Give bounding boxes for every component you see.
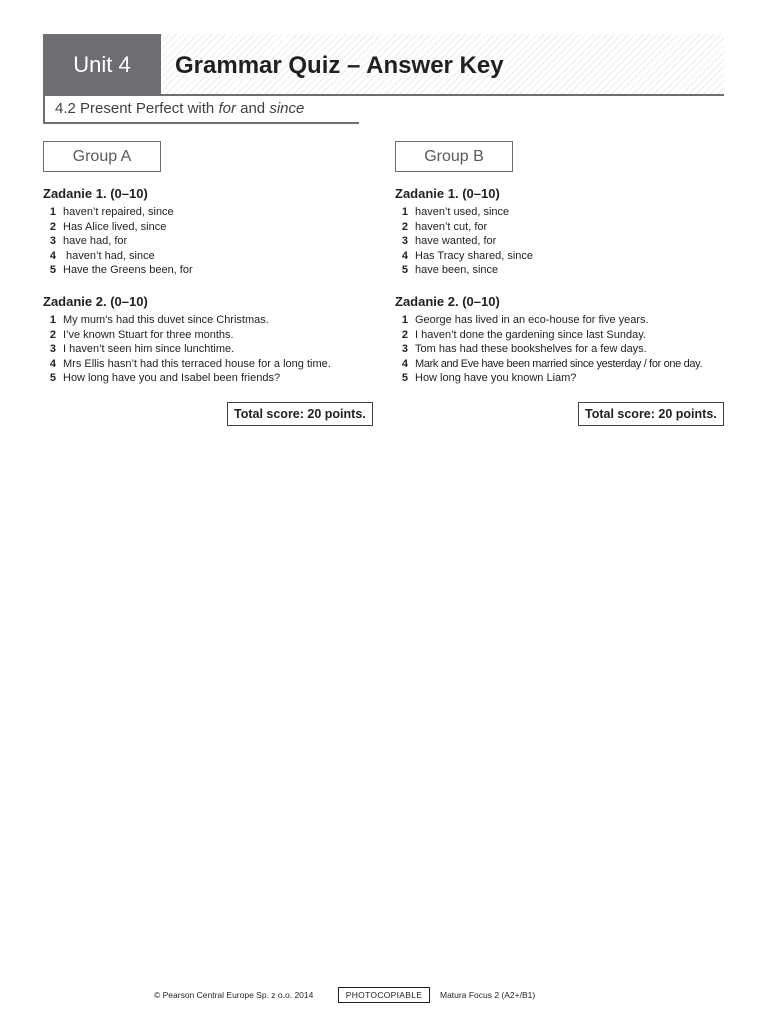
item-text: My mum’s had this duvet since Christmas. <box>63 314 269 326</box>
section-and-word: and <box>240 100 266 117</box>
item-number: 5 <box>401 372 408 385</box>
copyright-notice: © Pearson Central Europe Sp. z o.o. 2014 <box>154 990 314 1000</box>
section-subtitle <box>43 96 359 124</box>
list-item <box>395 342 702 357</box>
list-item <box>43 342 331 357</box>
unit-label: Unit 4 <box>43 34 161 96</box>
group-a-task2-list <box>43 313 331 386</box>
item-text: How long have you and Isabel been friends? <box>63 372 281 385</box>
group-b-label: Group B <box>395 141 513 172</box>
item-number: 5 <box>401 264 408 277</box>
list-item <box>395 357 702 372</box>
list-item <box>395 263 533 278</box>
item-number: 5 <box>49 372 56 385</box>
item-text: I haven’t done the gardening since last Sunday. <box>415 328 646 341</box>
group-b-total-score: Total score: 20 points. <box>578 402 724 426</box>
item-number: 4 <box>49 249 56 262</box>
list-item <box>43 234 193 249</box>
item-text: have wanted, for <box>415 235 497 248</box>
item-number: 3 <box>49 235 56 248</box>
group-a-task2-title: Zadanie 2. (0–10) <box>43 294 148 309</box>
item-text: George has lived in an eco-house for five years. <box>415 314 649 326</box>
group-b-task1-list <box>395 205 533 278</box>
page-footer <box>0 987 768 1004</box>
item-text: Mark and Eve have been married since yesterday / for one day. <box>415 357 703 370</box>
group-a-task1-title: Zadanie 1. (0–10) <box>43 186 148 201</box>
list-item <box>43 371 331 386</box>
item-number: 2 <box>49 220 56 233</box>
item-number: 1 <box>49 206 56 218</box>
list-item <box>395 205 533 220</box>
item-number: 3 <box>401 343 408 356</box>
list-item <box>395 371 702 386</box>
group-b-task1-title: Zadanie 1. (0–10) <box>395 186 500 201</box>
book-title: Matura Focus 2 (A2+/B1) <box>440 990 536 1000</box>
item-text: have had, for <box>63 235 128 248</box>
list-item <box>43 328 331 343</box>
item-text: haven’t cut, for <box>415 220 488 233</box>
item-number: 4 <box>401 357 408 370</box>
item-text: Has Alice lived, since <box>63 220 167 233</box>
item-text: Has Tracy shared, since <box>415 249 533 262</box>
section-since-word: since <box>269 100 305 117</box>
list-item <box>395 313 702 328</box>
page-title: Grammar Quiz – Answer Key <box>175 52 504 79</box>
item-number: 4 <box>401 249 408 262</box>
item-number: 1 <box>401 206 408 218</box>
list-item <box>43 220 193 235</box>
list-item <box>43 205 193 220</box>
page-header <box>43 34 724 96</box>
group-a-total-score: Total score: 20 points. <box>227 402 373 426</box>
item-text: How long have you known Liam? <box>415 372 577 385</box>
group-a-label: Group A <box>43 141 161 172</box>
item-text: Mrs Ellis hasn’t had this terraced house for a long time. <box>63 357 331 370</box>
section-text: Present Perfect with <box>80 100 215 117</box>
item-number: 5 <box>49 264 56 277</box>
group-b-task2-list <box>395 313 702 386</box>
item-text: Have the Greens been, for <box>63 264 193 277</box>
item-text: I haven’t seen him since lunchtime. <box>63 343 235 356</box>
item-text: I’ve known Stuart for three months. <box>63 328 234 341</box>
item-text: haven’t repaired, since <box>63 206 174 218</box>
list-item <box>43 313 331 328</box>
group-a-task1-list <box>43 205 193 278</box>
item-text: haven’t had, since <box>63 249 155 262</box>
item-number: 2 <box>401 220 408 233</box>
list-item <box>43 249 193 264</box>
item-text: have been, since <box>415 264 499 277</box>
item-text: haven’t used, since <box>415 206 510 218</box>
photocopiable-badge: PHOTOCOPIABLE <box>338 987 430 1003</box>
list-item <box>395 249 533 264</box>
item-number: 3 <box>401 235 408 248</box>
item-number: 1 <box>49 314 56 326</box>
list-item <box>395 220 533 235</box>
section-for-word: for <box>218 100 236 117</box>
list-item <box>395 234 533 249</box>
list-item <box>43 357 331 372</box>
item-number: 3 <box>49 343 56 356</box>
section-number: 4.2 <box>55 100 76 117</box>
list-item <box>395 328 702 343</box>
item-number: 4 <box>49 357 56 370</box>
list-item <box>43 263 193 278</box>
item-number: 1 <box>401 314 408 326</box>
item-text: Tom has had these bookshelves for a few days. <box>415 343 647 356</box>
item-number: 2 <box>49 328 56 341</box>
group-b-task2-title: Zadanie 2. (0–10) <box>395 294 500 309</box>
item-number: 2 <box>401 328 408 341</box>
